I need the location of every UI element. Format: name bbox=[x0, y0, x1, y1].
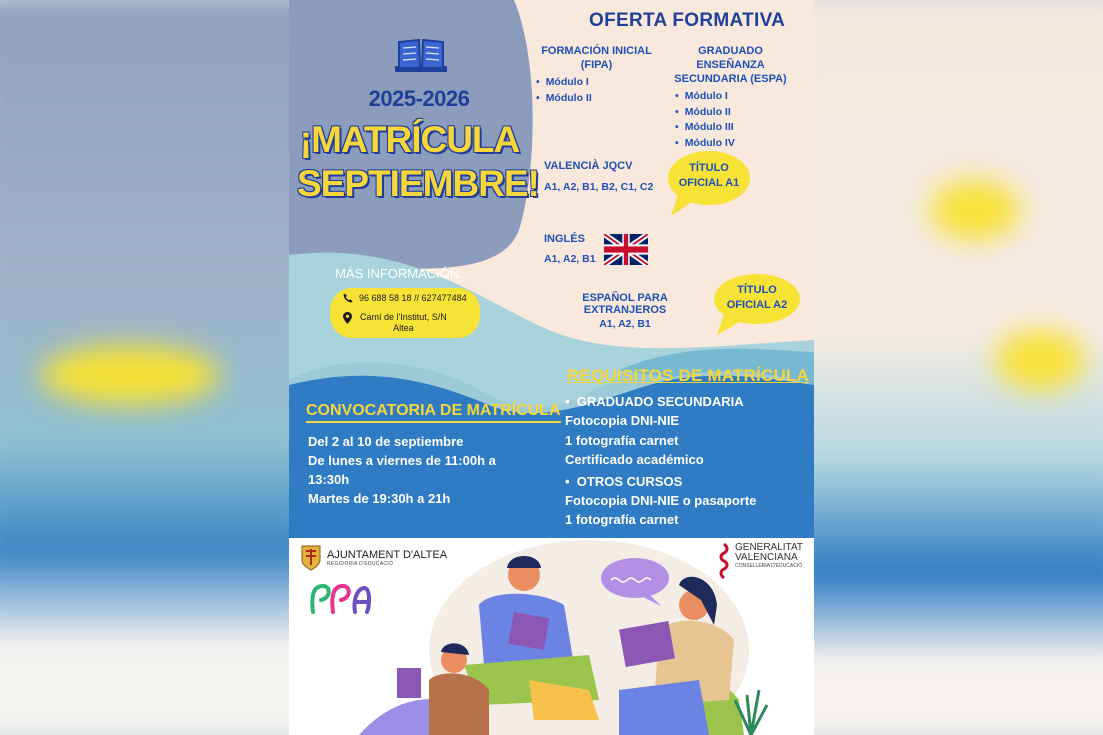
bubble-a1 bbox=[675, 161, 743, 191]
bubble-a1-line: TÍTULO bbox=[689, 162, 729, 174]
book-icon bbox=[395, 38, 447, 74]
espa-title-line: GRADUADO ENSEÑANZA bbox=[696, 45, 765, 71]
gva-line: VALENCIANA bbox=[735, 552, 798, 563]
bubble-a2-line: OFICIAL A2 bbox=[726, 299, 788, 311]
conv-line: Del 2 al 10 de septiembre bbox=[308, 434, 464, 449]
generalitat-emblem-icon bbox=[717, 543, 731, 579]
espa-title bbox=[663, 44, 798, 86]
backdrop-blob bbox=[930, 180, 1020, 240]
headline bbox=[297, 118, 539, 206]
location-pin-icon bbox=[343, 312, 352, 324]
espanol-levels: A1, A2, B1 bbox=[599, 318, 651, 330]
school-year: 2025-2026 bbox=[368, 86, 470, 111]
espa-block bbox=[663, 44, 798, 151]
enrollment-poster bbox=[289, 0, 814, 735]
valencia-title: VALENCIÀ JQCV bbox=[544, 160, 633, 172]
bubble-a1-line: OFICIAL A1 bbox=[678, 177, 740, 189]
req-otros-head: OTROS CURSOS bbox=[576, 473, 683, 489]
conv-line: 13:30h bbox=[308, 472, 350, 487]
req-group-head: • GRADUADO SECUNDARIA bbox=[565, 394, 744, 409]
ingles-title: INGLÉS bbox=[544, 233, 585, 245]
list-item: Certificado académico bbox=[565, 452, 704, 468]
phone-icon bbox=[343, 293, 353, 303]
list-item: • Módulo II bbox=[675, 105, 798, 121]
uk-flag-icon bbox=[604, 234, 648, 265]
fipa-title bbox=[534, 44, 659, 72]
req-graduado-head: GRADUADO SECUNDARIA bbox=[576, 394, 744, 409]
backdrop-blob bbox=[40, 345, 220, 405]
list-item: • Módulo III bbox=[675, 120, 798, 136]
ayto-name: AJUNTAMENT D'ALTEA bbox=[327, 548, 448, 561]
address-row bbox=[343, 312, 447, 334]
list-item: • Módulo II bbox=[536, 91, 659, 107]
headline-line: ¡MATRÍCULA bbox=[299, 119, 520, 160]
ayuntamiento-logo bbox=[301, 545, 447, 571]
address-line: Camí de l'Institut, S/N bbox=[360, 312, 447, 322]
list-item: • Módulo I bbox=[536, 75, 659, 91]
fipa-title-line: (FIPA) bbox=[580, 59, 613, 71]
fipa-title-line: FORMACIÓN INICIAL bbox=[541, 45, 652, 57]
valencia-block bbox=[544, 160, 653, 193]
requisitos-title: REQUISITOS DE MATRÍCULA bbox=[567, 366, 809, 385]
list-item: 1 fotografía carnet bbox=[565, 512, 679, 528]
backdrop-blob bbox=[995, 330, 1085, 390]
ingles-block bbox=[544, 233, 596, 265]
espanol-title: ESPAÑOL PARA EXTRANJEROS bbox=[582, 292, 668, 316]
fipa-block bbox=[534, 44, 659, 106]
oferta-title: OFERTA FORMATIVA bbox=[589, 10, 786, 31]
bubble-a2-line: TÍTULO bbox=[737, 284, 777, 296]
req-group-head: • OTROS CURSOS bbox=[565, 473, 683, 489]
list-item: 1 fotografía carnet bbox=[565, 432, 679, 448]
ingles-levels: A1, A2, B1 bbox=[544, 253, 596, 265]
list-item: Fotocopia DNI-NIE o pasaporte bbox=[565, 493, 757, 509]
espa-list bbox=[675, 89, 798, 151]
conv-line: Martes de 19:30h a 21h bbox=[308, 491, 451, 506]
requisitos-list bbox=[565, 392, 756, 530]
headline-line: SEPTIEMBRE! bbox=[297, 163, 539, 204]
fpa-logo bbox=[307, 578, 373, 616]
list-item: • Módulo I bbox=[675, 89, 798, 105]
gva-line: GENERALITAT bbox=[735, 542, 803, 553]
generalitat-logo bbox=[717, 543, 803, 579]
list-item: Fotocopia DNI-NIE bbox=[565, 413, 680, 429]
bubble-a2 bbox=[721, 283, 793, 313]
gva-sub: CONSELLERIA D'EDUCACIÓ bbox=[735, 563, 803, 569]
valencia-levels: A1, A2, B1, B2, C1, C2 bbox=[544, 181, 654, 193]
espanol-block bbox=[541, 292, 709, 330]
coat-of-arms-icon bbox=[301, 545, 321, 571]
phone-row bbox=[343, 293, 467, 303]
address-line: Altea bbox=[393, 323, 414, 333]
espa-title-line: SECUNDARIA (ESPA) bbox=[674, 73, 787, 85]
conv-line: De lunes a viernes de 11:00h a bbox=[308, 453, 496, 468]
more-info-label: MÁS INFORMACIÓN: bbox=[335, 266, 463, 281]
phone-number[interactable]: 96 688 58 18 // 627477484 bbox=[359, 293, 467, 303]
list-item: • Módulo IV bbox=[675, 136, 798, 152]
convocatoria-details bbox=[308, 432, 518, 508]
ayto-sub: REGIDORIA D'EDUCACIÓ bbox=[327, 560, 394, 567]
convocatoria-title: CONVOCATORIA DE MATRÍCULA bbox=[306, 402, 561, 423]
fipa-list bbox=[536, 75, 659, 106]
